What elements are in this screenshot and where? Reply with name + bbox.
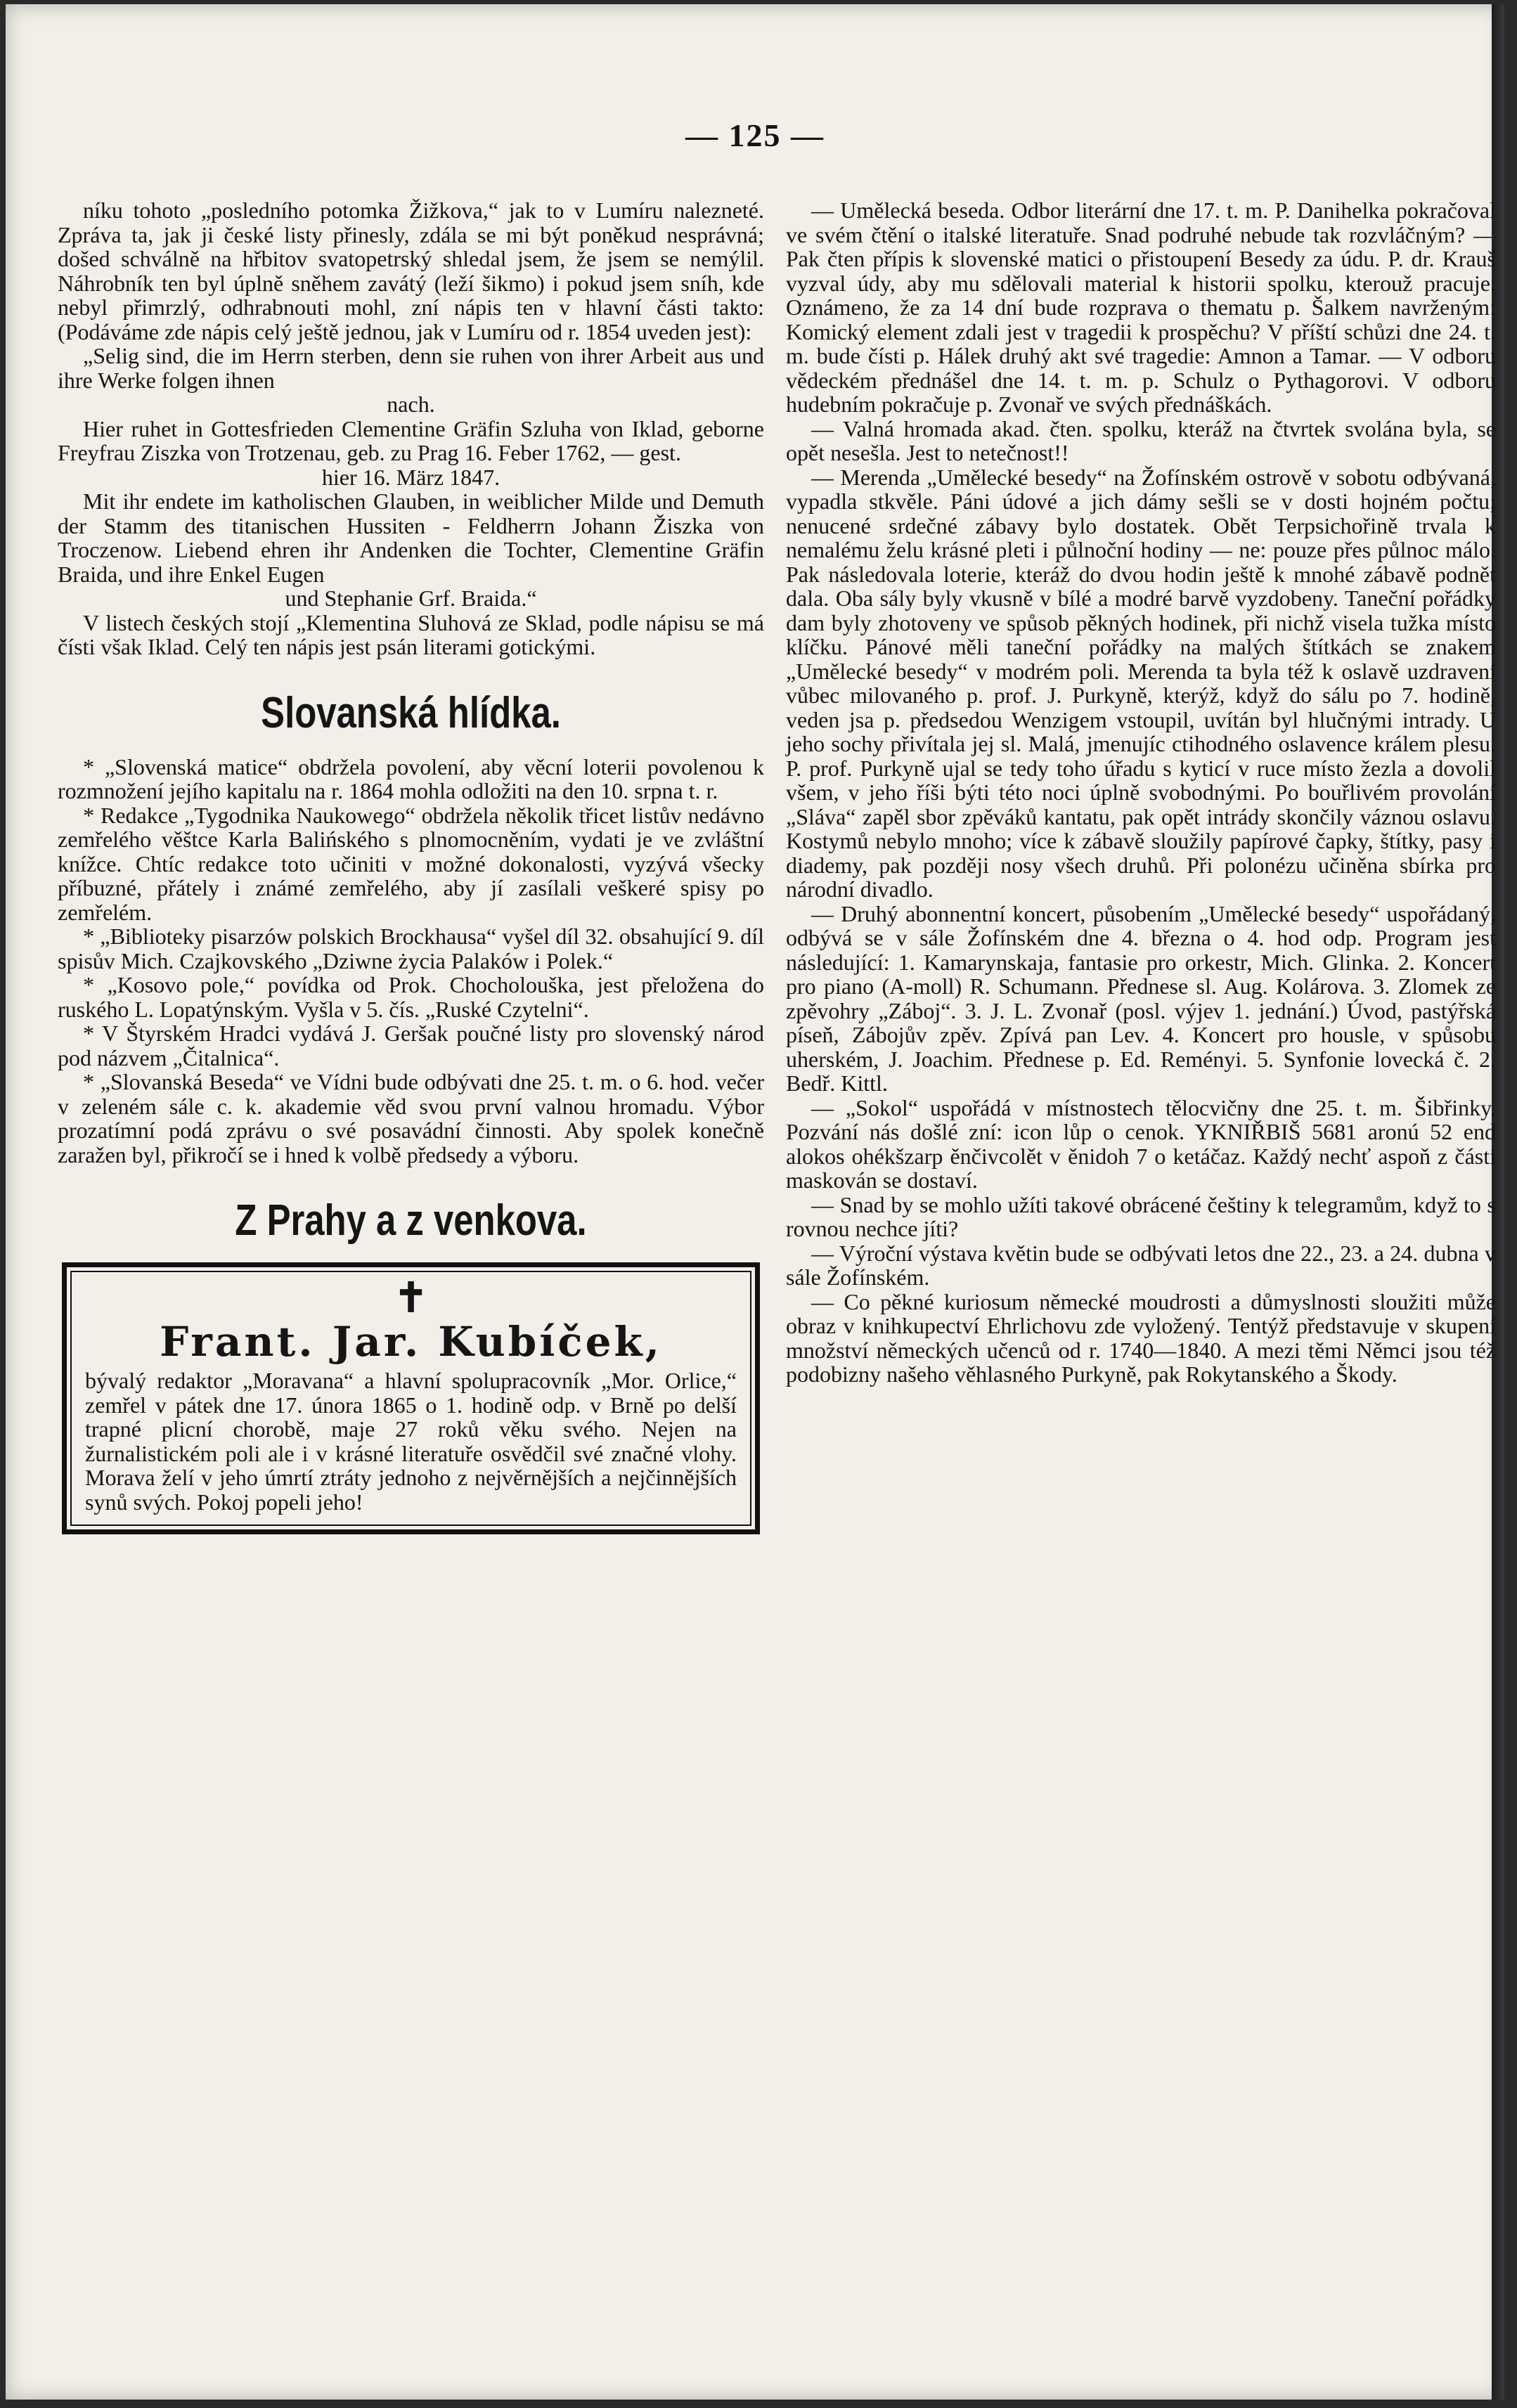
news-item: * Redakce „Tygodnika Naukowego“ obdržela několik třicet listův nedávno zemřelého věštce Karla Balińského s plnomocněním, vydati je ve zvláštní knížce. Chtíc redakce toto učiniti v možné dokonalosti, vyzývá všecky příbuzné, přátely i známé zemřelého, aby jí zasílali veškeré spisy po zemřelém. bbox=[58, 802, 764, 925]
page-number: — 125 — bbox=[685, 117, 825, 153]
news-item: — Výroční výstava květin bude se odbývati letos dne 22., 23. a 24. dubna v sále Žofínském. bbox=[786, 1240, 1496, 1290]
inscription-line: nach. bbox=[387, 391, 435, 417]
obituary-box bbox=[62, 1262, 760, 1534]
news-item: — Druhý abonnentní koncert, působením „Umělecké besedy“ uspořádaný, odbývá se v sále Žofínském dne 4. března o 4. hod odp. Program jest následující: 1. Kamarynskaja, fantasie pro orkestr, Mich. Glinka. 2. Koncert pro piano (A-moll) R. Schumann. Přednese sl. Aug. Kolárova. 3. Zlomek ze zpěvohry „Záboj“. 3. J. L. Zvonař (posl. výjev 1. jednání.) Úvod, pastýřská píseň, Zábojův zpěv. Zpívá pan Lev. 4. Koncert pro housle, v spůsobu uherském, J. Joachim. Přednese p. Ed. Reményi. 5. Synfonie lovecká č. 2. Bedř. Kittl. bbox=[786, 900, 1496, 1096]
news-item: — Umělecká beseda. Odbor literární dne 17. t. m. P. Danihelka pokračoval ve svém čtění o italské literatuře. Snad podruhé nebude tak rozvláčným? — Pak čten přípis k slovenské matici o přistoupení Besedy za údu. P. dr. Krauš vyzval údy, aby mu sdělovali material k historii spolku, kterouž pracuje. Oznámeno, že za 14 dní bude rozprava o thematu p. Šalkem navrženým: Komický element zdali jest v tragedii k prospěchu? V příští schůzi dne 24. t. m. bude čísti p. Hálek druhý akt své tragedie: Amnon a Tamar. — V odboru vědeckém přednášel dne 14. t. m. p. Schulz o Pythagorovi. V odboru hudebním pokračuje p. Zvonař ve svých přednáškách. bbox=[786, 198, 1496, 417]
inscription-paragraph: Mit ihr endete im katholischen Glauben, in weiblicher Milde und Demuth der Stamm des titanischen Hussiten - Feldherrn Johann Žiszka von Troczenow. Liebend ehren ihr Andenken die Tochter, Clementine Gräfin Braida, und ihre Enkel Eugen bbox=[58, 488, 764, 587]
left-column bbox=[58, 198, 764, 1534]
inscription-paragraph: Hier ruhet in Gottesfrieden Clementine Gräfin Szluha von Iklad, geborne Freyfrau Ziszka von Trotzenau, geb. zu Prag 16. Feber 1762, — gest. bbox=[58, 415, 764, 465]
news-item: * „Slovenská matice“ obdržela povolení, aby věcní loterii povolenou k rozmnožení jejího kapitalu na r. 1864 mohla odložiti na den 10. srpna t. r. bbox=[58, 753, 764, 803]
obituary-text: bývalý redaktor „Moravana“ a hlavní spolupracovník „Mor. Orlice,“ zemřel v pátek dne 17. února 1865 o 1. hodině odp. v Brně po delší trapné plicní chorobě, maje 27 roků věku svého. Nejen na žurnalistickém poli ale i v krásné literatuře osvědčil své značné vlohy. Morava želí v jeho úmrtí ztráty jednoho z nejvěrnějších a nejčinnějších synů svých. Pokoj popeli jeho! bbox=[85, 1368, 737, 1515]
news-item: — Valná hromada akad. čten. spolku, kteráž na čtvrtek svolána byla, se opět nesešla. Jest to netečnost!! bbox=[786, 415, 1496, 465]
section-heading-slovanska: Slovanská hlídka. bbox=[261, 688, 561, 737]
inscription-line: und Stephanie Grf. Braida.“ bbox=[285, 585, 537, 611]
newspaper-page bbox=[6, 4, 1504, 2400]
inscription-paragraph: „Selig sind, die im Herrn sterben, denn sie ruhen von ihrer Arbeit aus und ihre Werke folgen ihnen bbox=[58, 343, 764, 393]
article-paragraph: V listech českých stojí „Klementina Sluhová ze Sklad, podle nápisu se má čísti však Iklad. Celý ten nápis jest psán literami gotickými. bbox=[58, 609, 764, 659]
inscription-line: hier 16. März 1847. bbox=[321, 464, 501, 490]
news-item: — Co pěkné kuriosum německé moudrosti a důmyslnosti sloužiti může obraz v knihkupectví Ehrlichovu zde vyložený. Tentýž představuje v skupení množství německých učenců od r. 1740—1840. A mezi těmi Němci jsou též podobizny našeho věhlasného Purkyně, pak Rokytanského a Škody. bbox=[786, 1288, 1496, 1387]
article-paragraph: níku tohoto „posledního potomka Žižkova,“ jak to v Lumíru nalezneté. Zpráva ta, jak ji české listy přinesly, zdála se mi být poněkud nesprávná; došed schválně na hřbitov svatopetrský shledal jsem, že jsem se nemýlil. Náhrobník ten byl úplně sněhem zavátý (leží šikmo) i pokud jsem sníh, kde nebyl přimrzlý, odhrabnouti mohl, zní nápis ten v hlavní části takto: (Podáváme zde nápis celý ještě jednou, jak v Lumíru od r. 1854 uveden jest): bbox=[58, 198, 764, 344]
news-item: * „Biblioteky pisarzów polskich Brockhausa“ vyšel díl 32. obsahující 9. díl spisův Mich. Czajkovského „Dziwne życia Palaków i Polek.“ bbox=[58, 924, 764, 973]
news-item: — Snad by se mohlo užíti takové obrácené češtiny k telegramům, když to s rovnou nechce jíti? bbox=[786, 1191, 1496, 1241]
obituary-name: Frant. Jar. Kubíček, bbox=[160, 1318, 662, 1366]
news-item: * „Slovanská Beseda“ ve Vídni bude odbývati dne 25. t. m. o 6. hod. večer v zeleném sále c. k. akademie věd svou první valnou hromadu. Výbor prozatímní podá zprávu o své posavádní činnosti. Aby spolek konečně zaražen byl, přikročí se i hned k volbě předsedy a výboru. bbox=[58, 1069, 764, 1167]
news-item: * V Štyrském Hradci vydává J. Geršak poučné listy pro slovenský národ pod názvem „Čitalnica“. bbox=[58, 1021, 764, 1070]
right-column bbox=[786, 198, 1496, 1387]
news-item: — „Sokol“ uspořádá v místnostech tělocvičny dne 25. t. m. Šibřinky. Pozvání nás došlé zní: icon lůp o cenok. YKNIŘBIŠ 5681 aronú 52 end alokos ohékšzarp ěnčivcolět v ěnidoh 7 o ketáčaz. Každý nechť aspoň z části maskován se dostaví. bbox=[786, 1094, 1496, 1193]
news-item: * „Kosovo pole,“ povídka od Prok. Chocholouška, jest přeložena do ruského L. Lopatýnským. Vyšla v 5. čís. „Ruské Czytelni“. bbox=[58, 972, 764, 1022]
cross-icon: ✝ bbox=[394, 1275, 428, 1321]
news-item: — Merenda „Umělecké besedy“ na Žofínském ostrově v sobotu odbývaná, vypadla stkvěle. Páni údové a jich dámy sešli se v dosti hojném počtu; nenucené srdečné zábavy bylo dostatek. Obět Terpsichořině trvala k nemalému želu krásné pleti i půlnoční hodiny — ne: pouze přes půlnoc málo. Pak následovala loterie, kteráž do dvou hodin ještě k mnohé zábavě podnět dala. Oba sály byly vkusně v bílé a modré barvě vyzdobeny. Taneční pořádky dam byly zhotoveny ve spůsob pěkných hodinek, při nichž visela tužka místo klíčku. Pánové měli taneční pořádky na malých štítkách se znakem „Umělecké besedy“ v modrém poli. Merenda ta byla též k oslavě uzdravení vůbec milovaného p. prof. J. Purkyně, kterýž, když do sálu po 7. hodině, veden jsa p. předsedou Wenzigem vstoupil, uvítán byl hlučnými intrady. U jeho sochy přivítala jej sl. Malá, jmenujíc ctihodného oslavence králem plesu. P. prof. Purkyně ujal se tedy toho úřadu s kyticí v ruce místo žezla a dovolil všem, v jeho říši býti této noci úplně svobodnými. Po bouřlivém provolání „Sláva“ zapěl sbor zpěváků kantatu, pak opět intrády skončily váznou oslavu. Kostymů nebylo mnoho; více k zábavě sloužily papírové čapky, štítky, pasy i diademy, pak později nosy všech druhů. Při polonézu učiněna sbírka pro národní divadlo. bbox=[786, 464, 1496, 902]
section-heading-praha: Z Prahy a z venkova. bbox=[235, 1196, 587, 1245]
